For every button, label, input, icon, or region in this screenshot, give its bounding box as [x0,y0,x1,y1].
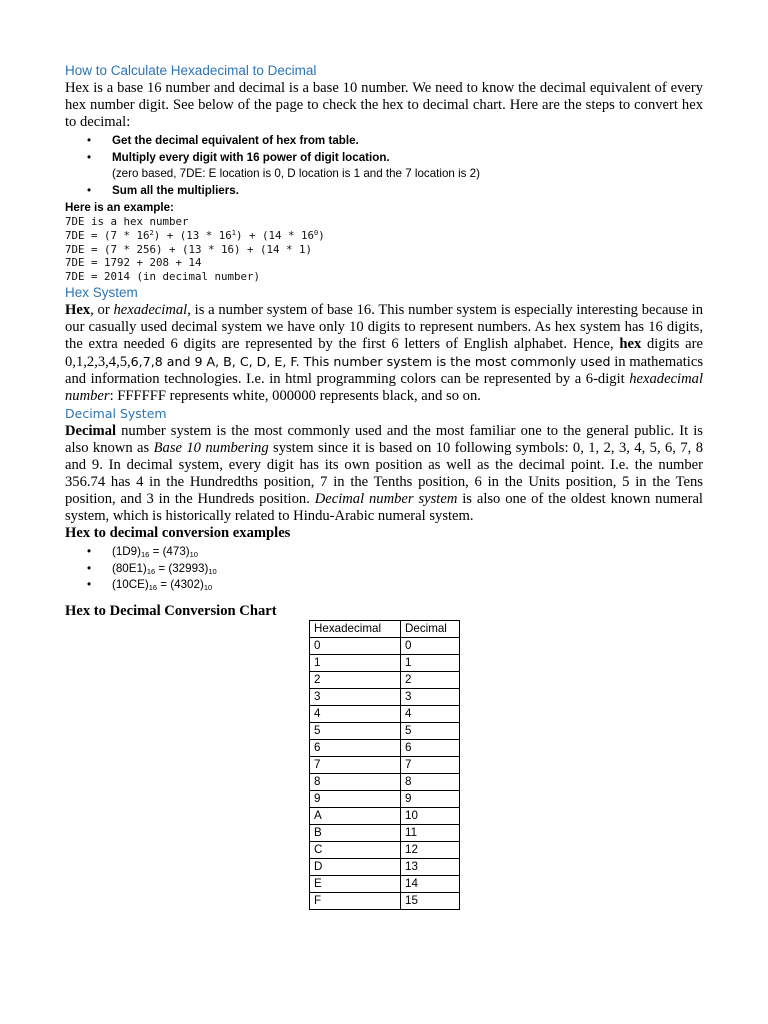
hex-cell: 2 [310,672,401,689]
list-item: • Get the decimal equivalent of hex from table. [65,133,703,150]
hex-cell: 4 [310,706,401,723]
page-title: How to Calculate Hexadecimal to Decimal [65,63,317,78]
hex-cell: 5 [310,723,401,740]
document-body [65,62,703,594]
list-item: • Sum all the multipliers. [65,183,703,200]
bullet-icon: • [87,578,92,592]
table-row [310,774,460,791]
hex-cell: 1 [310,655,401,672]
step-note: (zero based, 7DE: E location is 0, D location is 1 and the 7 location is 2) [112,167,480,181]
decimal-cell: 5 [401,723,460,740]
table-row [310,808,460,825]
bullet-icon: • [87,183,92,197]
table-row [310,655,460,672]
steps-list [65,133,703,199]
decimal-cell: 15 [401,893,460,910]
decimal-cell: 3 [401,689,460,706]
decimal-cell: 14 [401,876,460,893]
table-row [310,825,460,842]
hex-system-paragraph: Hex, or hexadecimal, is a number system of base 16. This number system is especially interesting because in our casually used decimal system we have only 10 digits to represent numbers. As hex system has 16 digits, the extra needed 6 digits are represented by the first 6 letters of English alphabet. Hence, hex digits are 0,1,2,3,4,5,6,7,8 and 9 A, B, C, D, E, F. This number system is the most commonly used in mathematics and information technologies. I.e. in html programming colors can be represented by a 6-digit hexadecimal number: FFFFFF represents white, 000000 represents black, and so on. [65,301,704,404]
decimal-cell: 4 [401,706,460,723]
hex-cell: A [310,808,401,825]
decimal-cell: 6 [401,740,460,757]
table-row [310,672,460,689]
hex-cell: F [310,893,401,910]
hex-cell: 3 [310,689,401,706]
table-row [310,757,460,774]
list-item: • $(80E1)_{16} = (32993)_{10}$ [87,561,217,576]
decimal-cell: 11 [401,825,460,842]
column-header-decimal: Decimal [401,621,460,638]
column-header-hexadecimal: Hexadecimal [310,621,401,638]
table-row [310,689,460,706]
chart-body [310,638,460,910]
bullet-icon: • [87,150,92,164]
decimal-cell: 13 [401,859,460,876]
decimal-system-paragraph: Decimal number system is the most commonly used and the most familiar one to the general public. It is also known as Base 10 numbering system since it is based on 10 following symbols: 0, 1, 2, 3, 4, 5, 6, 7, 8 and 9. In decimal system, every digit has its own position as well as the decimal point. I.e. the number 356.74 has 4 in the Hundredths position, 7 in the Tenths position, 6 in the Units position, 5 in the Tens position, and 3 in the Hundreds position. Decimal number system is also one of the oldest known numeral system, which is historically related to Hindu-Arabic numeral system. [65,422,703,524]
table-row [310,723,460,740]
list-item: • Multiply every digit with 16 power of digit location. [65,150,703,167]
decimal-cell: 9 [401,791,460,808]
decimal-cell: 8 [401,774,460,791]
hex-cell: 9 [310,791,401,808]
conversion-examples-list [65,544,703,594]
hex-cell: 6 [310,740,401,757]
example-code: 7DE is a hex number $7DE = (7 * 16^2) + (13 * 16^1) + (14 * 16^0)$ 7DE = (7 * 256) + (13 * 16) + (14 * 1) 7DE = 1792 + 208 + 14 7DE = 2014 (in decimal number) [65,215,325,284]
decimal-cell: 12 [401,842,460,859]
hex-decimal-chart [309,620,460,910]
decimal-cell: 0 [401,638,460,655]
list-item: • $(1D9)_{16} = (473)_{10}$ [87,544,198,559]
hex-cell: 0 [310,638,401,655]
hex-cell: C [310,842,401,859]
decimal-cell: 2 [401,672,460,689]
hex-cell: 7 [310,757,401,774]
table-header-row [310,621,460,638]
example-title: Here is an example: [65,201,174,215]
table-row [310,893,460,910]
hex-cell: B [310,825,401,842]
decimal-cell: 1 [401,655,460,672]
table-row [310,859,460,876]
hex-cell: D [310,859,401,876]
bullet-icon: • [87,134,92,147]
table-row [310,791,460,808]
table-row [310,842,460,859]
decimal-cell: 10 [401,808,460,825]
bullet-icon: • [87,544,92,558]
intro-paragraph: Hex is a base 16 number and decimal is a base 10 number. We need to know the decimal equivalent of every hex number digit. See below of the page to check the hex to decimal chart. Here are the steps to convert hex to decimal: [65,80,703,130]
conversion-examples-heading: Hex to decimal conversion examples [65,524,291,541]
list-item: • $(10CE)_{16} = (4302)_{10}$ [87,578,213,593]
table-row [310,638,460,655]
table-row [310,706,460,723]
table-row [310,876,460,893]
decimal-cell: 7 [401,757,460,774]
chart-title: Hex to Decimal Conversion Chart [65,603,277,619]
hex-cell: 8 [310,774,401,791]
hex-cell: E [310,876,401,893]
table-row [310,740,460,757]
decimal-system-heading: Decimal System [65,405,167,421]
bullet-icon: • [87,561,92,575]
hex-system-heading: Hex System [65,284,138,300]
